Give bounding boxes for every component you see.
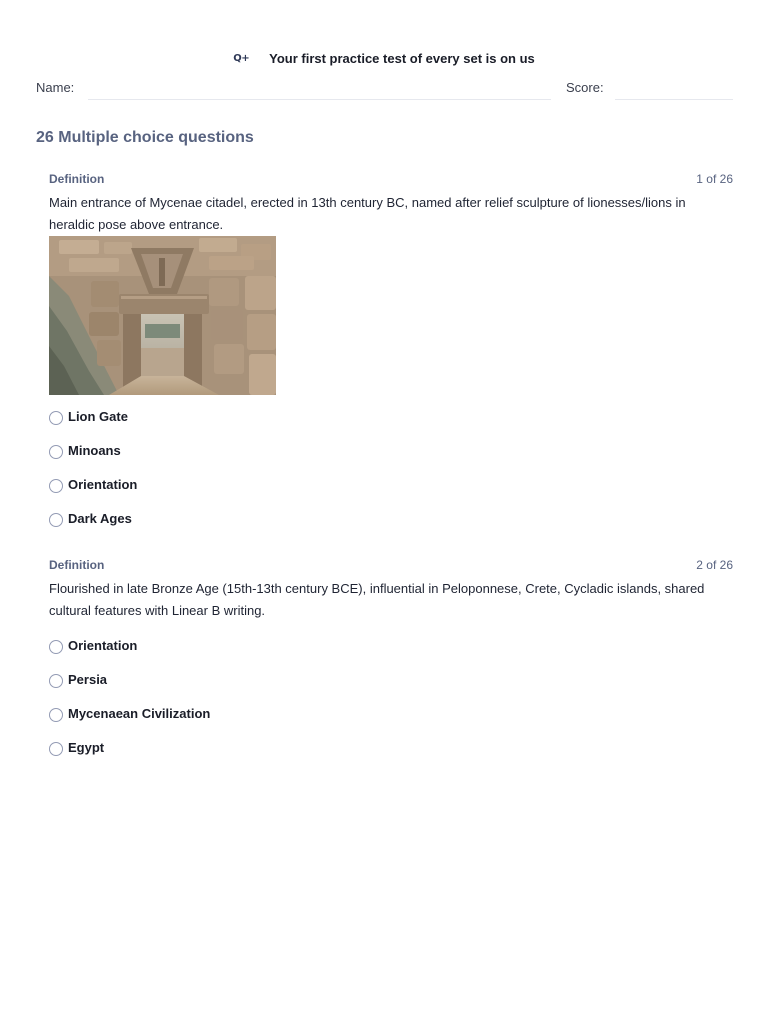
question-card xyxy=(49,170,733,545)
option-label: Mycenaean Civilization xyxy=(68,706,211,721)
radio-button[interactable] xyxy=(49,411,63,425)
option-label: Minoans xyxy=(68,443,121,458)
question-kind: Definition xyxy=(49,172,105,186)
answer-options xyxy=(49,409,733,545)
radio-button[interactable] xyxy=(49,742,63,756)
score-label: Score: xyxy=(566,80,604,95)
question-text: Flourished in late Bronze Age (15th-13th century BCE), influential in Peloponnese, Crete, Cycladic islands, shared cultural features with Linear B writing. xyxy=(49,581,705,618)
answer-option[interactable] xyxy=(49,706,733,740)
promo-text: Your first practice test of every set is on us xyxy=(269,50,535,66)
name-label: Name: xyxy=(36,80,75,95)
question-number: 2 of 26 xyxy=(696,558,733,572)
answer-option[interactable] xyxy=(49,477,733,511)
radio-button[interactable] xyxy=(49,513,63,527)
option-label: Lion Gate xyxy=(68,409,128,424)
radio-button[interactable] xyxy=(49,479,63,493)
radio-button[interactable] xyxy=(49,445,63,459)
question-text: Main entrance of Mycenae citadel, erected in 13th century BC, named after relief sculpture of lionesses/lions in heraldic pose above entrance. xyxy=(49,195,686,232)
option-label: Orientation xyxy=(68,477,138,492)
answer-option[interactable] xyxy=(49,511,733,545)
question-image-lion-gate xyxy=(49,236,276,395)
name-score-row xyxy=(36,80,733,102)
option-label: Persia xyxy=(68,672,108,687)
option-label: Orientation xyxy=(68,638,138,653)
answer-option[interactable] xyxy=(49,638,733,672)
answer-option[interactable] xyxy=(49,672,733,706)
answer-option[interactable] xyxy=(49,740,733,774)
answer-option[interactable] xyxy=(49,409,733,443)
promo-banner[interactable] xyxy=(0,48,768,68)
answer-options xyxy=(49,638,733,774)
option-label: Dark Ages xyxy=(68,511,132,526)
score-field[interactable] xyxy=(615,99,733,100)
radio-button[interactable] xyxy=(49,708,63,722)
option-label: Egypt xyxy=(68,740,105,755)
quizlet-plus-icon: Q+ xyxy=(233,52,250,64)
question-kind: Definition xyxy=(49,558,105,572)
radio-button[interactable] xyxy=(49,640,63,654)
question-header xyxy=(49,170,733,190)
radio-button[interactable] xyxy=(49,674,63,688)
question-card xyxy=(49,556,733,774)
section-title: 26 Multiple choice questions xyxy=(36,129,254,146)
question-header xyxy=(49,556,733,576)
question-number: 1 of 26 xyxy=(696,172,733,186)
name-field[interactable] xyxy=(88,99,551,100)
answer-option[interactable] xyxy=(49,443,733,477)
